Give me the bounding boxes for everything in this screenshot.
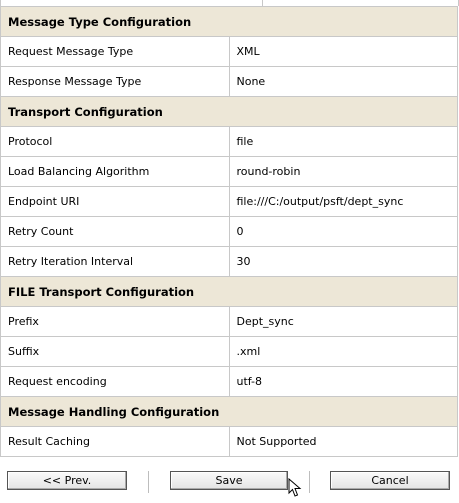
section-header-message-handling [1, 397, 458, 427]
table-row [1, 157, 458, 187]
row-label: Load Balancing Algorithm [1, 157, 230, 187]
section-title: Transport Configuration [1, 97, 458, 127]
table-row [1, 247, 458, 277]
row-label: Retry Iteration Interval [1, 247, 230, 277]
section-title: Message Handling Configuration [1, 397, 458, 427]
section-header-transport [1, 97, 458, 127]
cancel-button[interactable]: Cancel [330, 471, 450, 490]
table-row [1, 127, 458, 157]
table-row [1, 217, 458, 247]
mouse-pointer-icon [288, 478, 302, 498]
table-row [1, 307, 458, 337]
row-value: XML [229, 37, 458, 67]
row-value: Not Supported [229, 427, 458, 457]
row-value: None [229, 67, 458, 97]
row-label: Result Caching [1, 427, 230, 457]
row-value: 30 [229, 247, 458, 277]
row-label: Retry Count [1, 217, 230, 247]
row-label: Request encoding [1, 367, 230, 397]
row-value: .xml [229, 337, 458, 367]
row-label: Prefix [1, 307, 230, 337]
section-header-file-transport [1, 277, 458, 307]
wizard-button-bar [0, 466, 459, 496]
configuration-summary-table [0, 6, 458, 457]
table-row [1, 187, 458, 217]
row-value: Dept_sync [229, 307, 458, 337]
row-value: round-robin [229, 157, 458, 187]
row-value: file:///C:/output/psft/dept_sync [229, 187, 458, 217]
table-row [1, 67, 458, 97]
section-title: Message Type Configuration [1, 7, 458, 37]
table-row [1, 37, 458, 67]
row-value: 0 [229, 217, 458, 247]
row-label: Request Message Type [1, 37, 230, 67]
section-header-message-type [1, 7, 458, 37]
row-label: Protocol [1, 127, 230, 157]
row-value: utf-8 [229, 367, 458, 397]
prev-button[interactable]: << Prev. [7, 471, 127, 490]
save-button[interactable]: Save [170, 471, 288, 490]
top-strip [0, 0, 459, 6]
row-label: Response Message Type [1, 67, 230, 97]
row-label: Suffix [1, 337, 230, 367]
table-row [1, 337, 458, 367]
row-label: Endpoint URI [1, 187, 230, 217]
button-separator [148, 471, 149, 493]
button-separator [309, 471, 310, 493]
row-value: file [229, 127, 458, 157]
section-title: FILE Transport Configuration [1, 277, 458, 307]
table-row [1, 427, 458, 457]
table-row [1, 367, 458, 397]
